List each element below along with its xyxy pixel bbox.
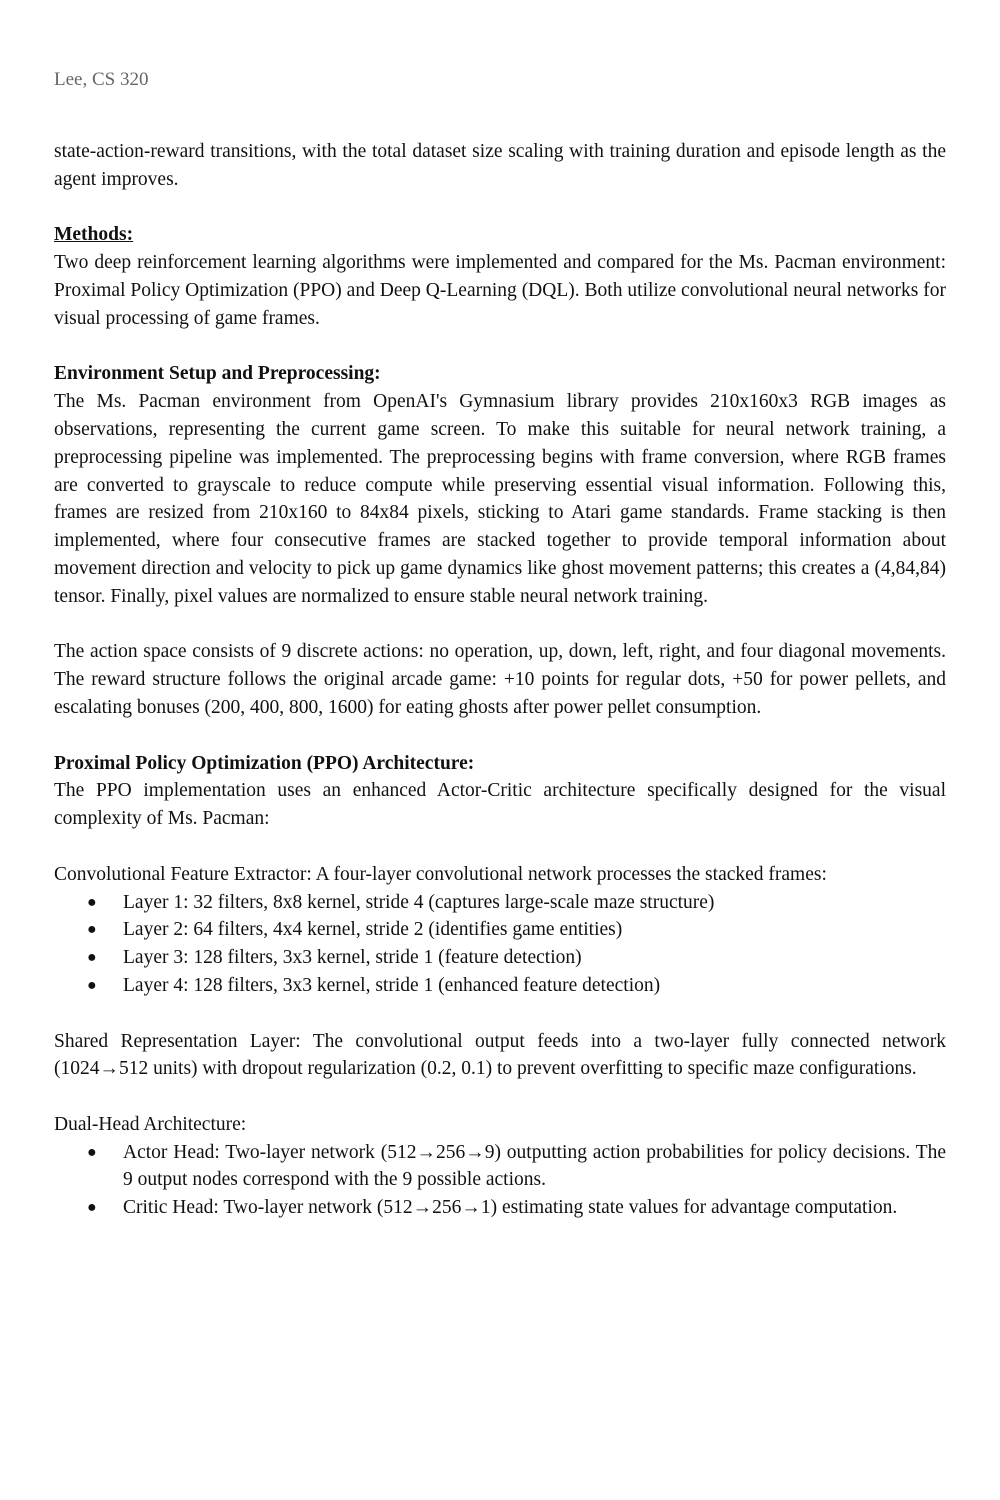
bullet-icon: ●	[87, 1199, 97, 1217]
environment-paragraph: The Ms. Pacman environment from OpenAI's Gymnasium library provides 210x160x3 RGB images as observations, representing the current game screen. To make this suitable for neural network training, a preprocessing pipeline was implemented. The preprocessing begins with frame conversion, where RGB frames are converted to grayscale to reduce compute while preserving essential visual information. Following this, frames are resized from 210x160 to 84x84 pixels, sticking to Atari game standards. Frame stacking is then implemented, where four consecutive frames are stacked together to provide temporal information about movement direction and velocity to pick up game dynamics like ghost movement patterns; this creates a (4,84,84) tensor. Finally, pixel values are normalized to ensure stable neural network training.	[54, 391, 946, 607]
list-item-text: Layer 2: 64 filters, 4x4 kernel, stride 2 (identifies game entities)	[123, 919, 623, 941]
document-body	[54, 138, 946, 1222]
dual-head-intro: Dual-Head Architecture:	[54, 1113, 247, 1135]
paragraph-gap	[54, 194, 946, 222]
paragraph-gap	[54, 1083, 946, 1111]
list-item	[54, 972, 946, 1000]
paragraph-gap	[54, 333, 946, 361]
conv-layer-list	[54, 889, 946, 1000]
action-space-paragraph: The action space consists of 9 discrete actions: no operation, up, down, left, right, and four diagonal movements. The reward structure follows the original arcade game: +10 points for regular dots, +50 for power pellets, and escalating bonuses (200, 400, 800, 1600) for eating ghosts after power pellet consumption.	[54, 641, 946, 718]
list-item	[54, 1194, 946, 1222]
paragraph-gap	[54, 722, 946, 750]
list-item-text: Layer 4: 128 filters, 3x3 kernel, stride 1 (enhanced feature detection)	[123, 974, 661, 996]
bullet-icon: ●	[87, 893, 97, 911]
list-item	[54, 916, 946, 944]
list-item	[54, 944, 946, 972]
list-item-text: Layer 1: 32 filters, 8x8 kernel, stride 4 (captures large-scale maze structure)	[123, 891, 715, 913]
head-list	[54, 1139, 946, 1222]
ppo-heading: Proximal Policy Optimization (PPO) Architecture:	[54, 752, 475, 774]
bullet-icon: ●	[87, 976, 97, 994]
bullet-icon: ●	[87, 949, 97, 967]
paragraph-gap	[54, 833, 946, 861]
methods-heading: Methods:	[54, 224, 134, 246]
list-item-text: Layer 3: 128 filters, 3x3 kernel, stride 1 (feature detection)	[123, 947, 582, 969]
environment-heading: Environment Setup and Preprocessing:	[54, 363, 381, 385]
bullet-icon: ●	[87, 921, 97, 939]
shared-layer-paragraph: Shared Representation Layer: The convolutional output feeds into a two-layer fully connected network (1024→512 units) with dropout regularization (0.2, 0.1) to prevent overfitting to specific maze configurations.	[54, 1030, 946, 1080]
ppo-intro-paragraph: The PPO implementation uses an enhanced Actor-Critic architecture specifically designed for the visual complexity of Ms. Pacman:	[54, 780, 946, 830]
methods-paragraph: Two deep reinforcement learning algorithms were implemented and compared for the Ms. Pacman environment: Proximal Policy Optimization (PPO) and Deep Q-Learning (DQL). Both utilize convolutional neural networks for visual processing of game frames.	[54, 252, 946, 329]
list-item	[54, 1139, 946, 1195]
bullet-icon: ●	[87, 1143, 97, 1161]
conv-intro-paragraph: Convolutional Feature Extractor: A four-layer convolutional network processes the stacked frames:	[54, 863, 827, 885]
list-item-text: Actor Head: Two-layer network (512→256→9) outputting action probabilities for policy decisions. The 9 output nodes correspond with the 9 possible actions.	[123, 1141, 946, 1191]
list-item	[54, 889, 946, 917]
running-header: Lee, CS 320	[54, 69, 149, 90]
paragraph-gap	[54, 611, 946, 639]
continuation-paragraph: state-action-reward transitions, with the total dataset size scaling with training duration and episode length as the agent improves.	[54, 141, 946, 190]
paragraph-gap	[54, 1000, 946, 1028]
list-item-text: Critic Head: Two-layer network (512→256→1) estimating state values for advantage computation.	[123, 1197, 898, 1219]
